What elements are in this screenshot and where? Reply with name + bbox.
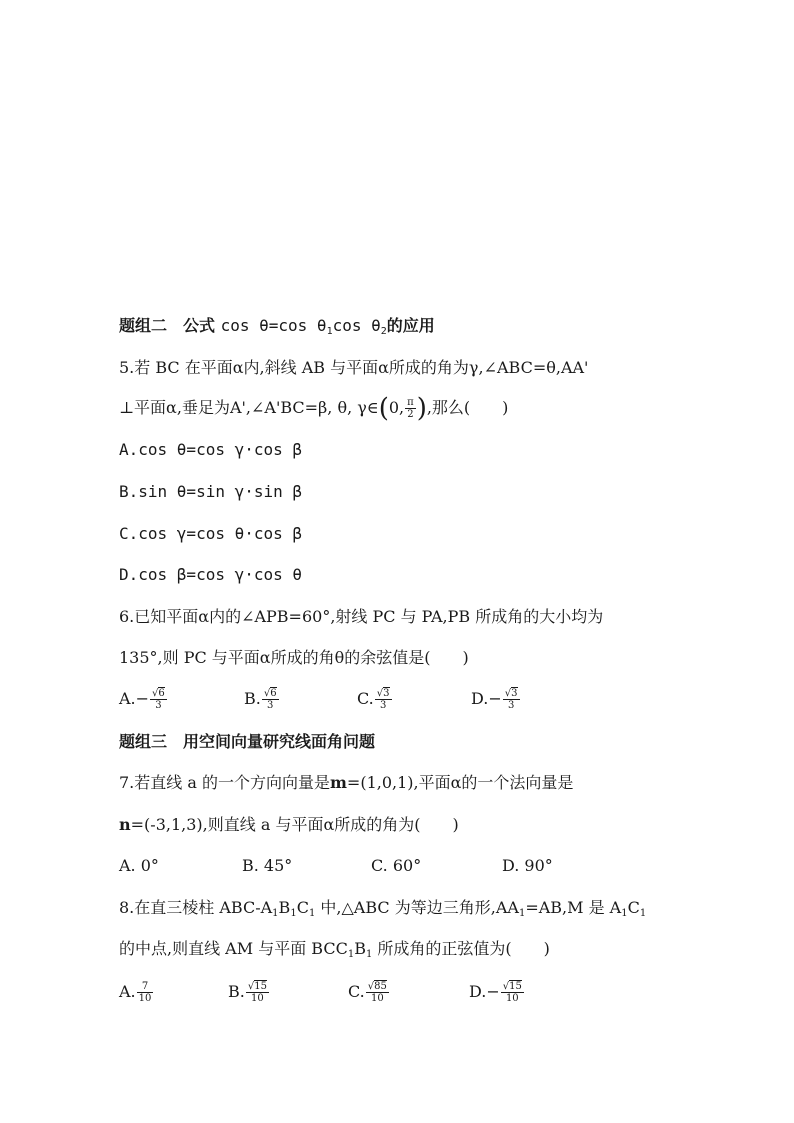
q6-option-c: C. $\frac{√3}{3}$	[357, 688, 390, 711]
q8-line1: 8.在直三棱柱 ABC-$A_1B_1C_1$ 中,△ABC 为等边三角形$,AA_1=AB,M$ 是 $A_1C_1$	[119, 898, 647, 919]
q8-option-c: C. $\frac{√85}{10}$	[348, 981, 387, 1004]
q5-option-a: A.cos θ=cos γ·cos β	[119, 440, 303, 459]
group3-heading: 题组三 用空间向量研究线面角问题	[119, 732, 376, 751]
q7-line1: 7.若直线 a 的一个方向向量是m=(1,0,1),平面α的一个法向量是	[119, 773, 574, 792]
q5-option-c: C.cos γ=cos θ·cos β	[119, 524, 303, 543]
q7-option-d: D. 90°	[502, 856, 553, 875]
q5-option-d: D.cos β=cos γ·cos θ	[119, 565, 303, 584]
q8-option-a: A. $\frac{7}{10}$	[119, 981, 152, 1004]
group2-formula: cos θ=cos $\theta_1\cos$ $\theta_2$	[220, 316, 387, 337]
q5-option-b: B.sin θ=sin γ·sin β	[119, 482, 303, 501]
group2-title-suffix: 的应用	[386, 316, 435, 335]
vector-n: n	[119, 815, 131, 834]
q8-line2: 的中点,则直线 AM 与平面 $BCC_1B_1$ 所成角的正弦值为( )	[119, 939, 550, 960]
q7-line2: n=(-3,1,3),则直线 a 与平面α所成的角为( )	[119, 815, 459, 834]
vector-m: m	[329, 773, 347, 792]
q8-option-d: D.− $\frac{√15}{10}$	[469, 981, 522, 1004]
group2-title-prefix: 题组二 公式	[119, 316, 216, 335]
q6-option-d: D.− $\frac{√3}{3}$	[471, 688, 518, 711]
q6-line1: 6.已知平面α内的∠APB=60°,射线 PC 与 PA,PB 所成角的大小均为	[119, 607, 604, 626]
q7-option-b: B. 45°	[242, 856, 293, 875]
q6-line2: 135°,则 PC 与平面α所成的角θ的余弦值是( )	[119, 648, 469, 667]
q7-option-a: A. 0°	[119, 856, 159, 875]
q5-line1: 5.若 BC 在平面α内,斜线 AB 与平面α所成的角为γ,∠ABC=θ,AA'	[119, 358, 589, 377]
q6-option-a: A.− $\frac{√6}{3}$	[119, 688, 165, 711]
q5-line2: ⊥平面α,垂足为A',∠A'BC=β, θ, γ∈(0, $\frac{\pi}{2}$ ),那么( )	[119, 393, 509, 424]
q8-option-b: B. $\frac{√15}{10}$	[228, 981, 267, 1004]
group2-heading	[119, 316, 435, 336]
q7-option-c: C. 60°	[371, 856, 422, 875]
q6-option-b: B. $\frac{√6}{3}$	[244, 688, 277, 711]
